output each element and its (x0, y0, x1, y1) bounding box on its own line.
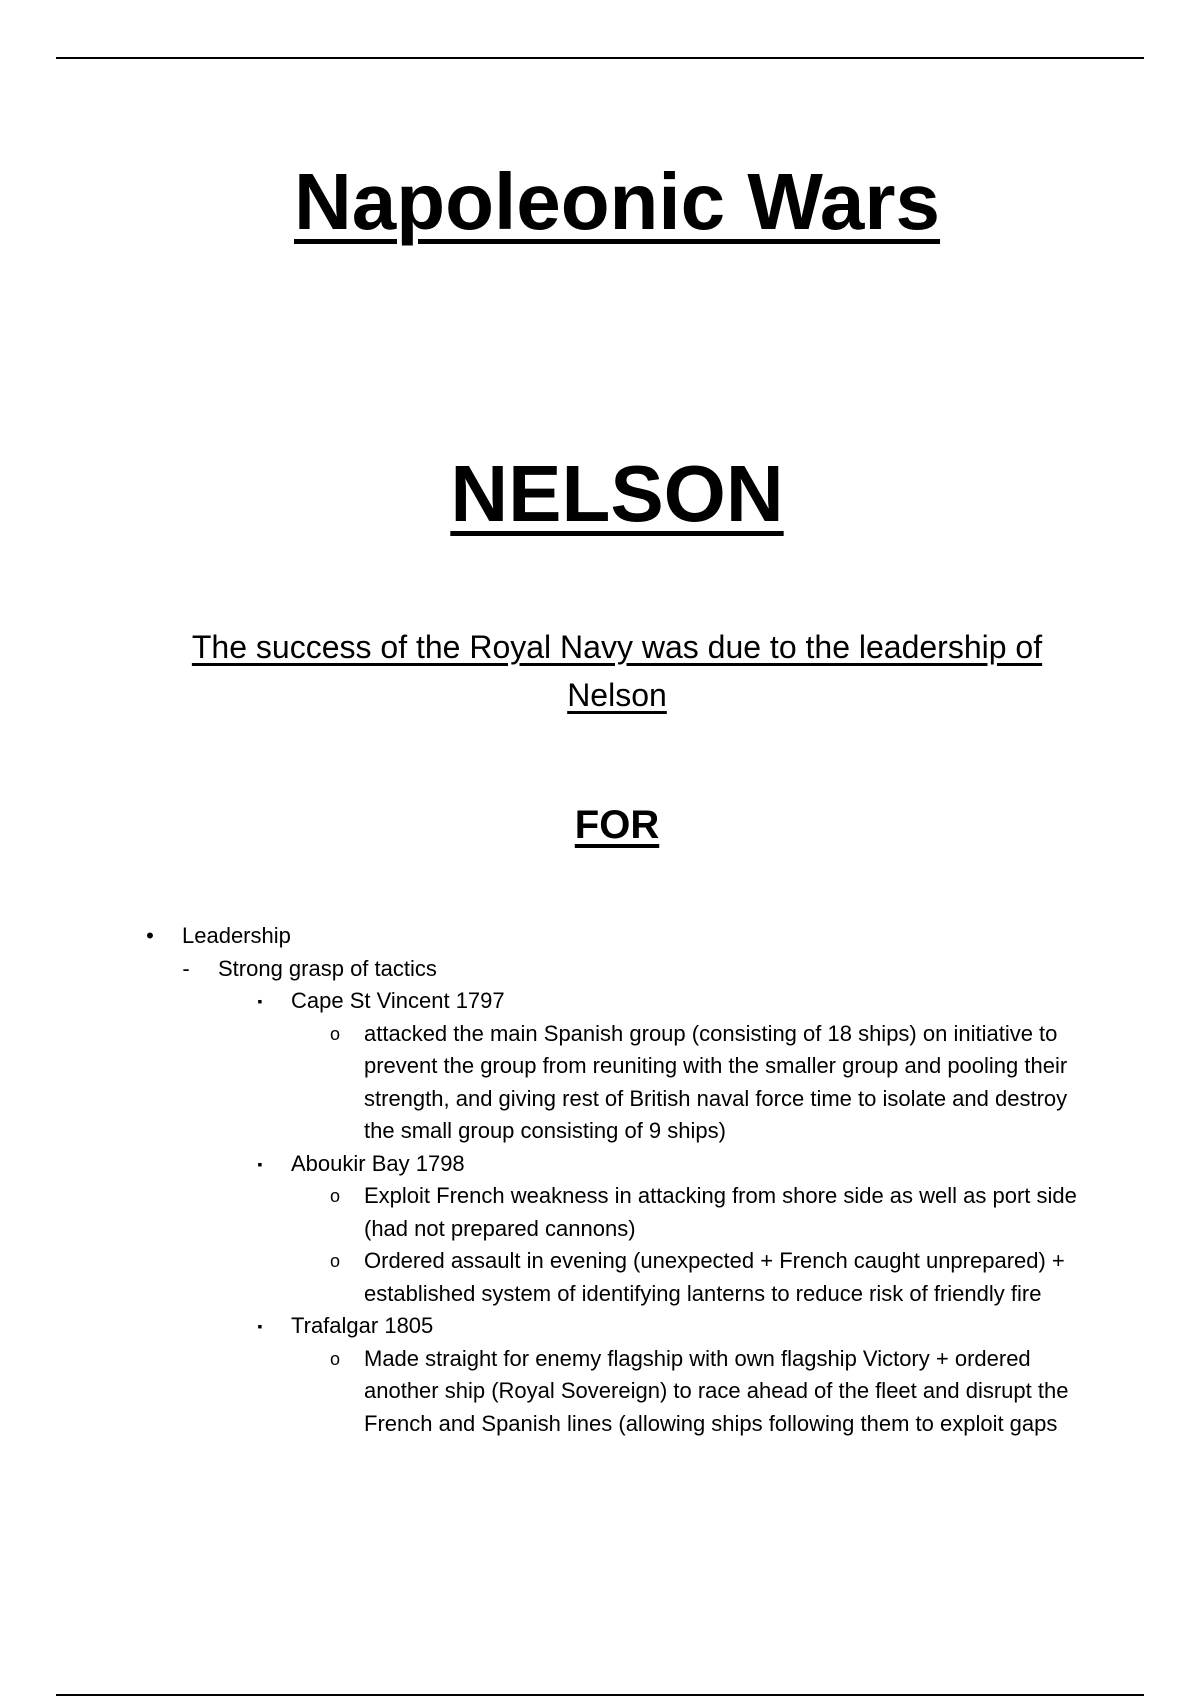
outline-item (0, 1148, 1200, 1181)
outline-item (0, 985, 1200, 1018)
bullet-marker: • (146, 923, 154, 948)
outline-item-text: Exploit French weakness in attacking from shore side as well as port side (had not prepared cannons) (364, 1183, 1077, 1241)
argument-outline (0, 920, 1200, 1440)
square-bullet-marker: ▪ (257, 993, 263, 1009)
outline-item (0, 1018, 1084, 1148)
thesis-statement: The success of the Royal Navy was due to the leadership of Nelson (191, 629, 1043, 713)
circle-bullet-marker: o (329, 1251, 340, 1271)
outline-item-text: Aboukir Bay 1798 (291, 1150, 465, 1176)
outline-item (0, 1310, 1200, 1343)
dash-marker: - (182, 955, 190, 981)
outline-item (0, 1245, 1084, 1310)
header-rule (56, 57, 1144, 59)
circle-bullet-marker: o (329, 1348, 340, 1369)
subject-heading: NELSON (450, 449, 784, 538)
circle-bullet-marker: o (329, 1023, 340, 1044)
square-bullet-marker: ▪ (257, 1155, 263, 1172)
outline-item-text: attacked the main Spanish group (consisting of 18 ships) on initiative to prevent the group from reuniting with the smaller group and pooling their strength, and giving rest of British naval force time to isolate and destroy the small group consisting of 9 ships) (364, 1020, 1068, 1143)
outline-item-text: Ordered assault in evening (unexpected + French caught unprepared) + established system of identifying lanterns to reduce risk of friendly fire (364, 1248, 1065, 1306)
circle-bullet-marker: o (329, 1186, 340, 1206)
outline-item-text: Trafalgar 1805 (291, 1313, 434, 1338)
outline-item (0, 953, 1200, 986)
outline-item (0, 1180, 1084, 1245)
footer-rule (56, 1694, 1144, 1696)
outline-item-text: Cape St Vincent 1797 (291, 988, 505, 1013)
square-bullet-marker: ▪ (257, 1318, 263, 1334)
outline-item-text: Leadership (182, 923, 291, 948)
outline-item-text: Made straight for enemy flagship with own flagship Victory + ordered another ship (Royal Sovereign) to race ahead of the fleet and disrupt the French and Spanish lines (allowing ships following them to exploit gaps (364, 1345, 1069, 1436)
outline-item (0, 1343, 1084, 1441)
outline-item (0, 920, 1200, 953)
outline-item-text: Strong grasp of tactics (218, 955, 437, 981)
section-heading-for: FOR (574, 803, 660, 847)
document-title: Napoleonic Wars (293, 157, 941, 246)
